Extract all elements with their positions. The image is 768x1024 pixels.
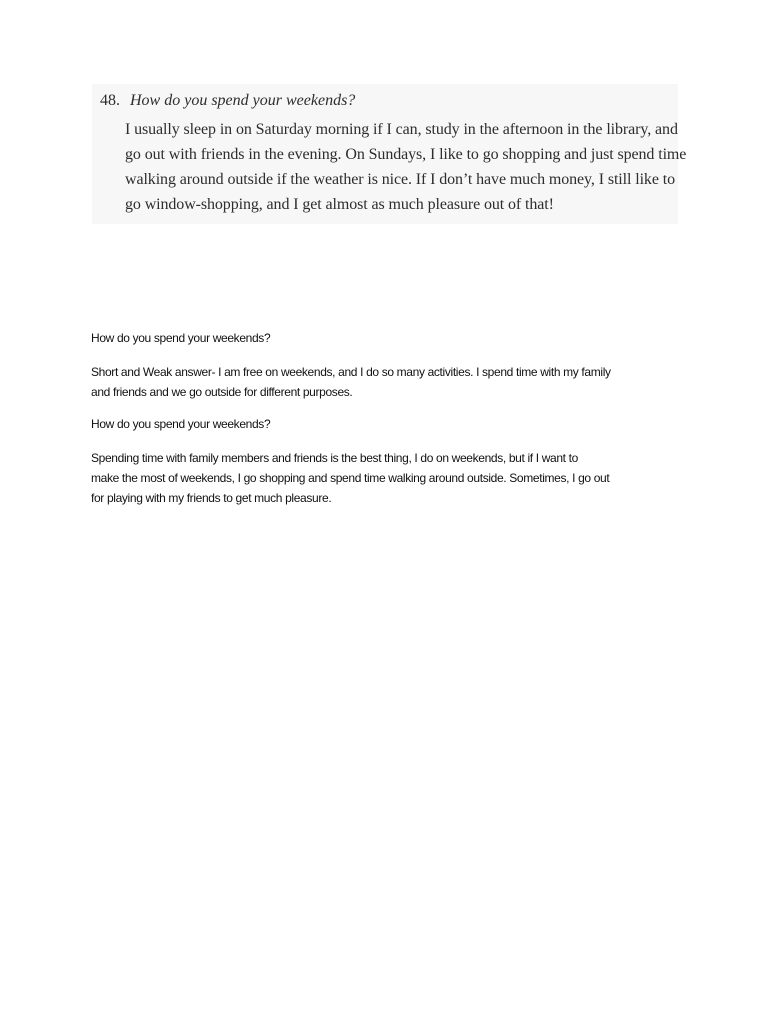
question-1 [91,328,691,348]
answer-2-line: make the most of weekends, I go shopping and spend time walking around outside. Sometimes, I go out [91,471,610,485]
answer-1-line: Short and Weak answer- I am free on weekends, and I do so many activities. I spend time with my family [91,365,611,379]
scanned-question [100,92,670,110]
question-number: 48. [100,92,120,109]
scanned-answer-line: I usually sleep in on Saturday morning if I can, study in the afternoon in the library, and [125,121,678,138]
scanned-answer-line: walking around outside if the weather is nice. If I don’t have much money, I still like to [125,171,675,188]
question-2 [91,414,691,434]
answer-2 [91,448,691,508]
scanned-answer-line: go out with friends in the evening. On Sundays, I like to go shopping and just spend time [125,146,687,163]
answer-1 [91,362,691,402]
answer-2-line: for playing with my friends to get much pleasure. [91,491,332,505]
answer-2-line: Spending time with family members and friends is the best thing, I do on weekends, but if I want to [91,451,578,465]
answer-1-line: and friends and we go outside for different purposes. [91,385,353,399]
scanned-answer [125,117,687,217]
question-2-text: How do you spend your weekends? [91,417,271,431]
question-1-text: How do you spend your weekends? [91,331,271,345]
scanned-question-text: How do you spend your weekends? [130,92,356,109]
scanned-answer-line: go window-shopping, and I get almost as much pleasure out of that! [125,196,554,213]
